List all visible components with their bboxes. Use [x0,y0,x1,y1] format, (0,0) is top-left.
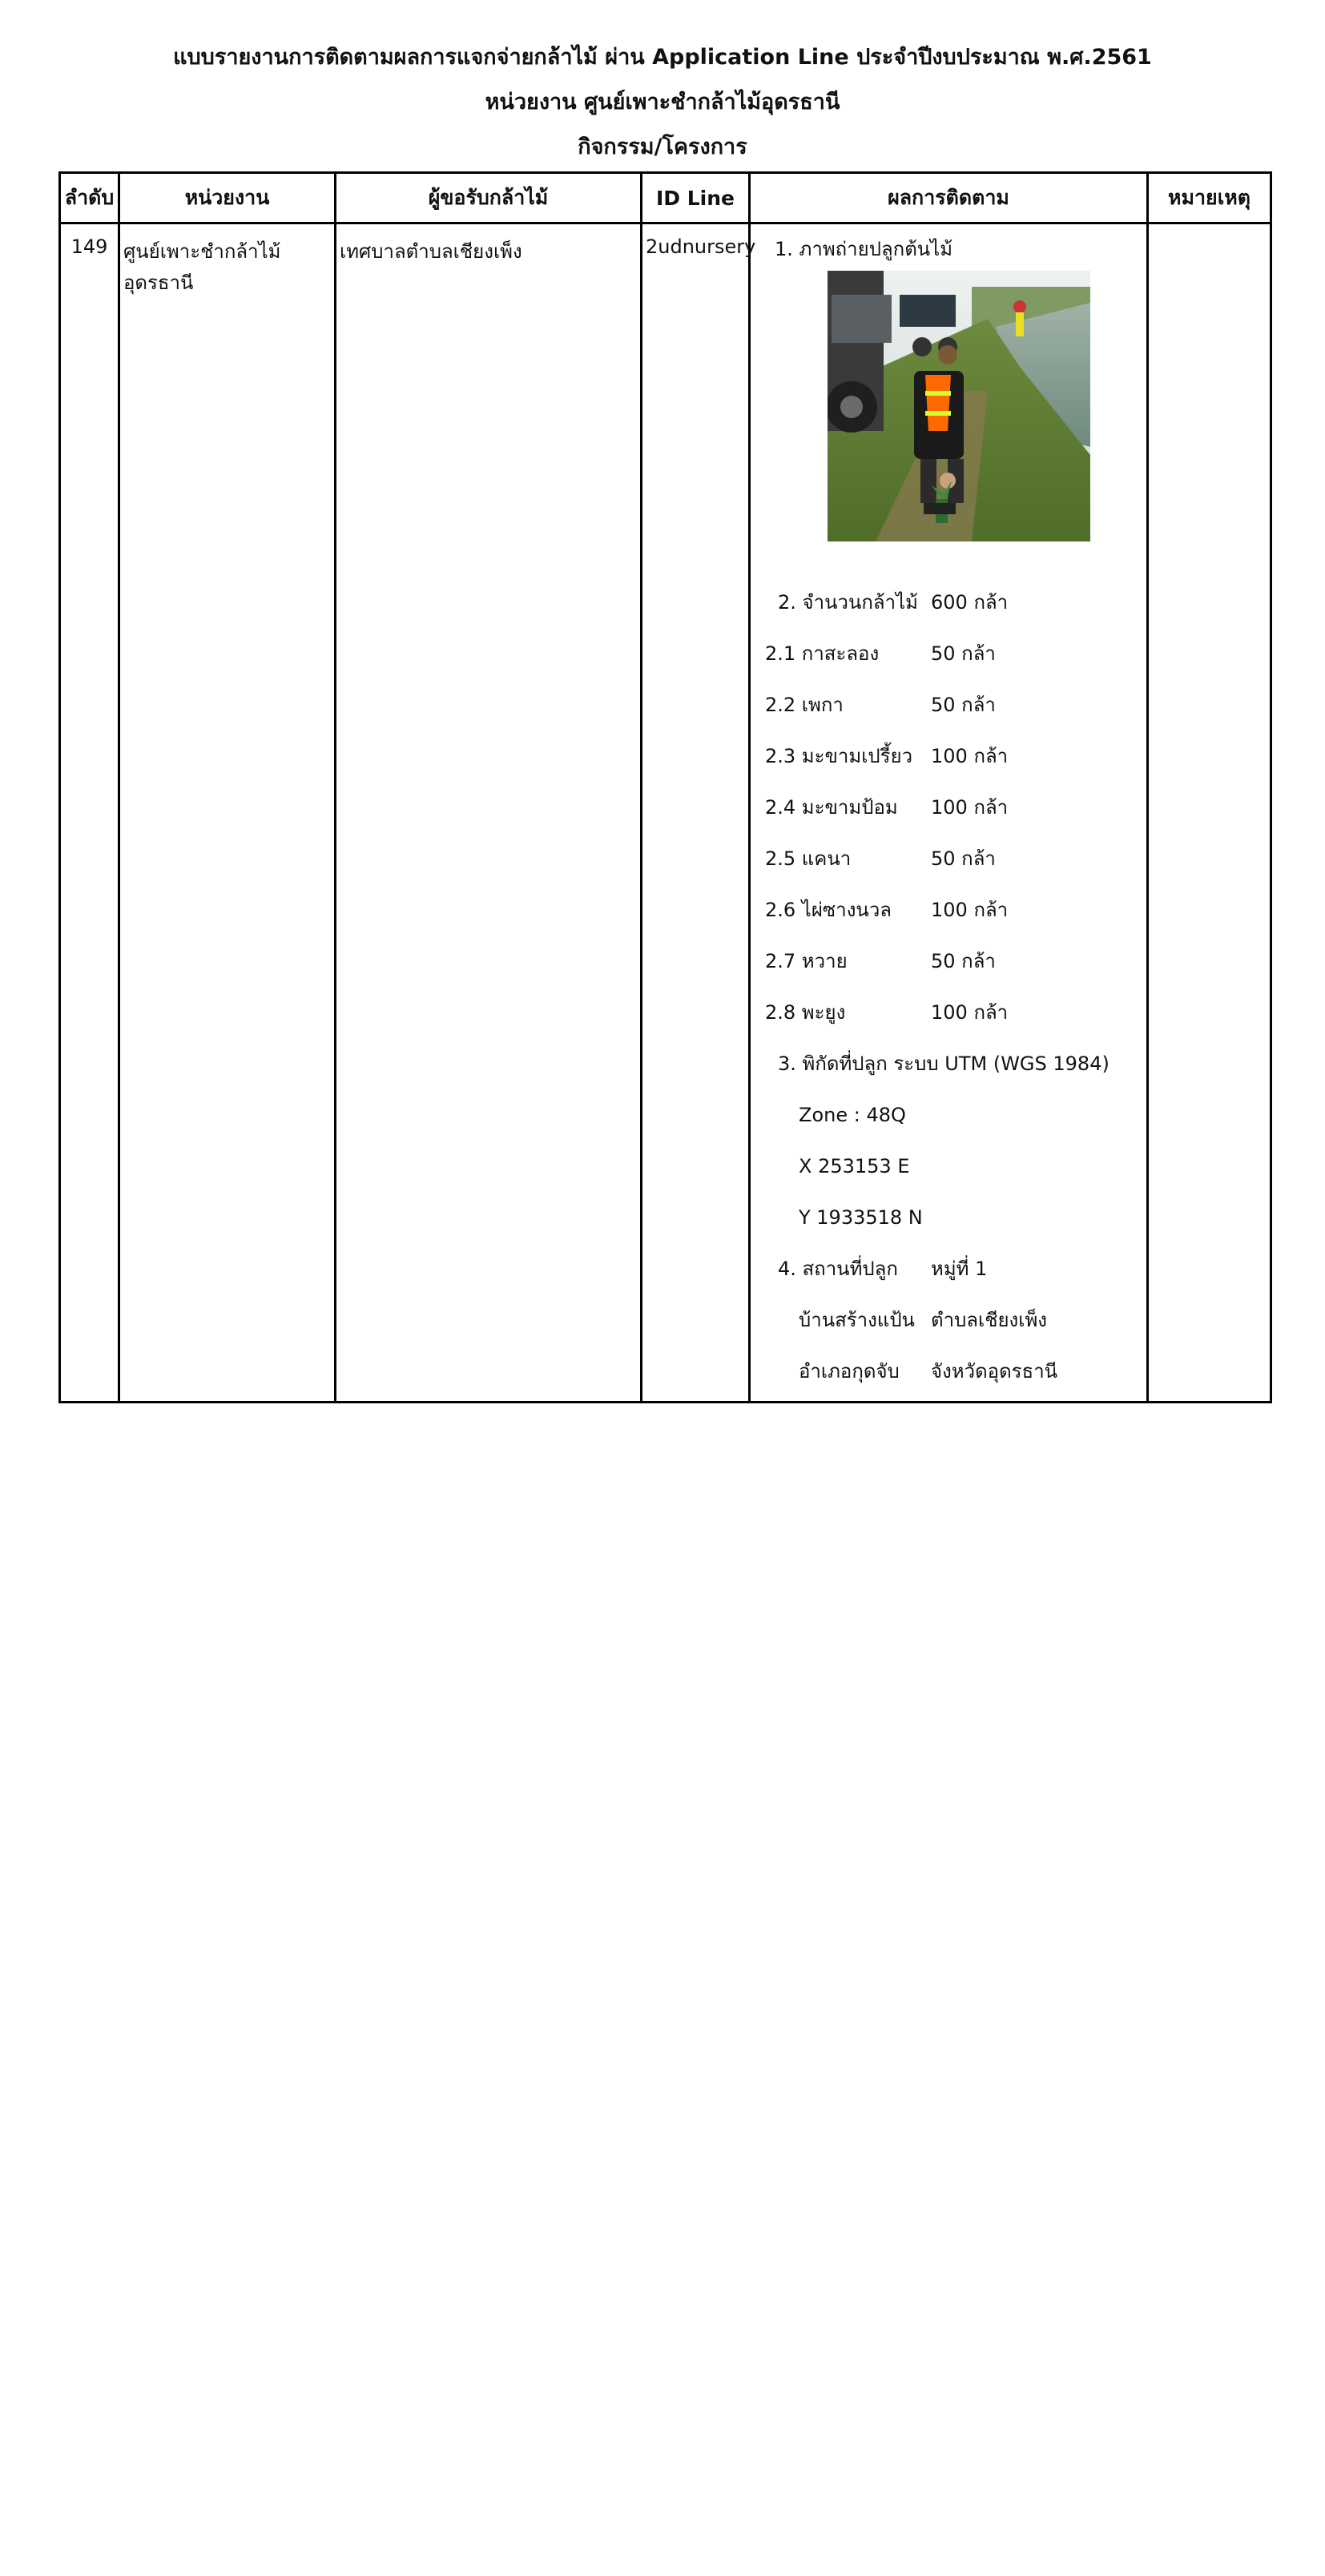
list-item [765,987,1143,1038]
subdistrict-name: ตำบลเชียงเพ็ง [931,1309,1048,1331]
species-label: 2.8 พะยูง [765,1001,846,1024]
seedling-total [775,577,1143,628]
species-value: 100 กล้า [931,899,1009,921]
species-value: 50 กล้า [931,642,996,665]
species-label: 2.3 มะขามเปรี้ยว [765,745,913,767]
location-district [775,1346,1143,1397]
agency-line: หน่วยงาน ศูนย์เพาะชำกล้าไม้อุดรธานี [485,90,840,115]
col-header-requester: ผู้ขอรับกล้าไม้ [336,173,642,223]
result-content [754,235,1143,1397]
list-item [765,679,1143,731]
species-label: 2.1 กาสะลอง [765,642,880,665]
species-value: 100 กล้า [931,796,1009,819]
list-item [765,731,1143,782]
col-header-no: ลำดับ [60,173,119,223]
col-header-id-line: ID Line [642,173,750,223]
photo-label: 1. ภาพถ่ายปลูกต้นไม้ [775,238,953,260]
activity-line: กิจกรรม/โครงการ [578,135,747,159]
col-header-result: ผลการติดตาม [750,173,1148,223]
village-number: หมู่ที่ 1 [931,1258,988,1280]
species-value: 50 กล้า [931,950,996,972]
seedling-list [765,577,1143,1397]
cell-no: 149 [60,223,119,1403]
col-header-note: หมายเหตุ [1148,173,1271,223]
cell-note [1148,223,1271,1403]
zone-value: Zone : 48Q [799,1104,906,1126]
district-name: อำเภอกุดจับ [799,1360,900,1383]
seedling-total-label: 2. จำนวนกล้าไม้ [778,591,918,614]
cell-result [750,223,1148,1403]
village-name: บ้านสร้างแป้น [799,1309,915,1331]
cell-agency: ศูนย์เพาะชำกล้าไม้อุดรธานี [119,223,336,1403]
species-label: 2.4 มะขามป้อม [765,796,898,819]
cell-requester: เทศบาลตำบลเชียงเพ็ง [336,223,642,1403]
species-value: 50 กล้า [931,847,996,870]
list-item [765,628,1143,679]
list-item [765,782,1143,833]
list-item [765,884,1143,936]
table-header-row [60,173,1271,223]
coordinates-heading [775,1038,1143,1089]
location-village [775,1294,1143,1346]
report-table [58,171,1272,1403]
list-item [765,936,1143,987]
y-value: Y 1933518 N [799,1206,923,1229]
planting-photo [828,271,1090,541]
location-heading [775,1243,1143,1294]
cell-id-line: 2udnursery [642,223,750,1403]
species-label: 2.6 ไผ่ซางนวล [765,899,892,921]
seedling-total-value: 600 กล้า [931,591,1009,614]
x-value: X 253153 E [799,1155,910,1177]
coordinate-zone [775,1089,1143,1141]
province-name: จังหวัดอุดรธานี [931,1360,1058,1383]
report-title: แบบรายงานการติดตามผลการแจกจ่ายกล้าไม้ ผ่าน Application Line ประจำปีงบประมาณ พ.ศ.2561 [173,45,1152,70]
species-label: 2.2 เพกา [765,694,844,716]
species-label: 2.7 หวาย [765,950,848,972]
coordinate-y [775,1192,1143,1243]
table-row [60,223,1271,1403]
species-value: 100 กล้า [931,745,1009,767]
coordinates-label: 3. พิกัดที่ปลูก ระบบ UTM (WGS 1984) [778,1053,1110,1075]
species-value: 50 กล้า [931,694,996,716]
species-label: 2.5 แคนา [765,847,852,870]
coordinate-x [775,1141,1143,1192]
col-header-agency: หน่วยงาน [119,173,336,223]
location-label: 4. สถานที่ปลูก [778,1258,898,1280]
species-value: 100 กล้า [931,1001,1009,1024]
list-item [765,833,1143,884]
